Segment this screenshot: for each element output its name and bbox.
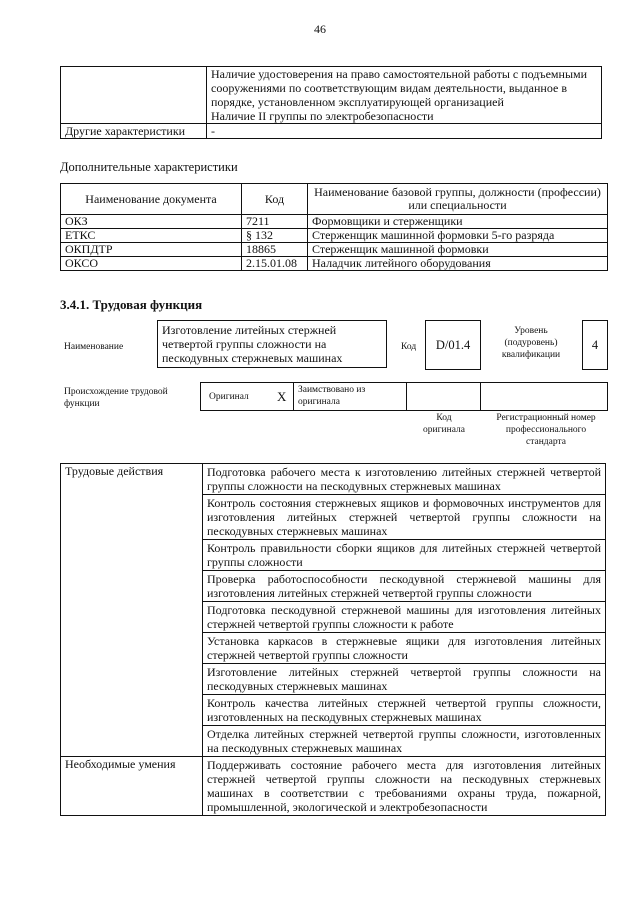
list-item: Контроль качества литейных стержней четвертой группы сложности, изготовленных на пескодувных стержневых машинах [203, 695, 606, 726]
list-item: Установка каркасов в стержневые ящики для изготовления литейных стержней четвертой группы сложности [203, 633, 606, 664]
doc-group: Стерженщик машинной формовки [308, 243, 608, 257]
other-characteristics-value: - [207, 124, 602, 139]
classifiers-table [60, 183, 608, 271]
list-item: Подготовка рабочего места к изготовлению литейных стержней четвертой группы сложности на пескодувных стержневых машинах [203, 464, 606, 495]
divider [406, 383, 407, 410]
list-item: Проверка работоспособности пескодувной стержневой машины для изготовления литейных стержней четвертой группы сложности [203, 571, 606, 602]
header-document: Наименование документа [61, 184, 242, 215]
divider [480, 383, 481, 410]
list-item: Поддерживать состояние рабочего места для изготовления литейных стержней четвертой группы сложности на пескодувных стержневых машинах в соответствии с требованиями охраны труда, пожарной, промышленной, экологической и электробезопасности [203, 757, 606, 816]
doc-code: 7211 [242, 215, 308, 229]
labor-function-heading: 3.4.1. Трудовая функция [60, 297, 203, 312]
doc-group: Наладчик литейного оборудования [308, 257, 608, 271]
doc-code: § 132 [242, 229, 308, 243]
doc-code: 18865 [242, 243, 308, 257]
function-code-value: D/01.4 [425, 320, 481, 370]
qualification-level-label: Уровень (подуровень) квалификации [501, 326, 561, 360]
list-item: Подготовка пескодувной стержневой машины для изготовления литейных стержней четвертой группы сложности к работе [203, 602, 606, 633]
table-row [61, 243, 608, 257]
header-group-name: Наименование базовой группы, должности (профессии) или специальности [308, 184, 608, 215]
original-label: Оригинал [209, 392, 249, 402]
page-number: 46 [314, 22, 326, 36]
name-label: Наименование [64, 342, 124, 352]
empty-cell [61, 67, 207, 124]
divider [293, 383, 294, 410]
qualification-level-value: 4 [582, 320, 608, 370]
doc-name: ОКЗ [61, 215, 242, 229]
table-row [61, 215, 608, 229]
requirements-cell [207, 67, 602, 124]
labor-actions-table [60, 463, 606, 816]
table-row [61, 229, 608, 243]
doc-group: Стерженщик машинной формовки 5-го разряда [308, 229, 608, 243]
doc-name: ЕТКС [61, 229, 242, 243]
actions-label: Трудовые действия [61, 464, 203, 757]
borrowed-label: Заимствовано из оригинала [298, 385, 366, 407]
table-row [61, 257, 608, 271]
doc-name: ОКСО [61, 257, 242, 271]
origin-row [200, 382, 608, 411]
qualification-requirements-table [60, 66, 602, 139]
skills-label: Необходимые умения [61, 757, 203, 816]
code-original-label: Код оригинала [423, 413, 465, 435]
header-code: Код [242, 184, 308, 215]
doc-code: 2.15.01.08 [242, 257, 308, 271]
additional-characteristics-heading: Дополнительные характеристики [60, 160, 238, 174]
electrical-safety-requirement: Наличие II группы по электробезопасности [211, 109, 434, 123]
other-characteristics-label: Другие характеристики [61, 124, 207, 139]
doc-group: Формовщики и стерженщики [308, 215, 608, 229]
original-mark: X [277, 389, 287, 404]
list-item: Контроль правильности сборки ящиков для литейных стержней четвертой группы сложности [203, 540, 606, 571]
code-label: Код [401, 342, 417, 352]
certificate-requirement: Наличие удостоверения на право самостоятельной работы с подъемными сооружениями по соответствующим видам деятельности, выданное в порядке, установленном эксплуатирующей организацией [211, 67, 588, 109]
origin-label: Происхождение трудовой функции [64, 387, 168, 409]
doc-name: ОКПДТР [61, 243, 242, 257]
list-item: Изготовление литейных стержней четвертой группы сложности на пескодувных стержневых машинах [203, 664, 606, 695]
list-item: Контроль состояния стержневых ящиков и формовочных инструментов для изготовления литейных стержней четвертой группы сложности на пескодувных стержневых машинах [203, 495, 606, 540]
reg-number-label: Регистрационный номер профессионального стандарта [496, 413, 596, 447]
list-item: Отделка литейных стержней четвертой группы сложности, изготовленных на пескодувных стержневых машинах [203, 726, 606, 757]
function-name-value: Изготовление литейных стержней четвертой группы сложности на пескодувных стержневых машинах [157, 320, 387, 368]
